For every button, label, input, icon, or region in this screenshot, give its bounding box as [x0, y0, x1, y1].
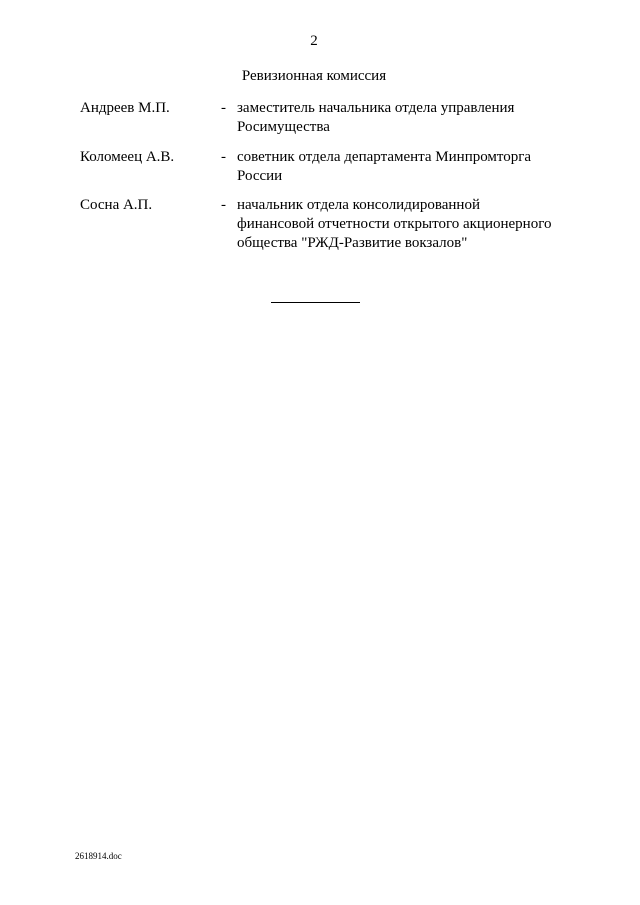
member-name: Сосна А.П.	[80, 197, 153, 213]
member-role-line: заместитель начальника отдела управления	[237, 100, 515, 116]
member-dash: -	[221, 149, 226, 165]
member-role-line: начальник отдела консолидированной	[237, 197, 480, 213]
member-dash: -	[221, 197, 226, 213]
member-dash: -	[221, 100, 226, 116]
member-name: Коломеец А.В.	[80, 149, 175, 165]
member-role-line: Росимущества	[237, 119, 330, 135]
member-name: Андреев М.П.	[80, 100, 170, 116]
member-role-line: советник отдела департамента Минпромторга	[237, 149, 532, 165]
member-role	[237, 99, 577, 137]
end-divider	[271, 302, 360, 303]
member-role	[237, 148, 577, 186]
section-title: Ревизионная комиссия	[241, 68, 387, 84]
page-number: 2	[310, 33, 318, 49]
member-role-line: финансовой отчетности открытого акционерного	[237, 216, 552, 232]
member-role-line: общества "РЖД-Развитие вокзалов"	[237, 235, 468, 251]
footer-filename: 2618914.doc	[75, 851, 122, 861]
member-role	[237, 196, 577, 253]
member-role-line: России	[237, 168, 283, 184]
